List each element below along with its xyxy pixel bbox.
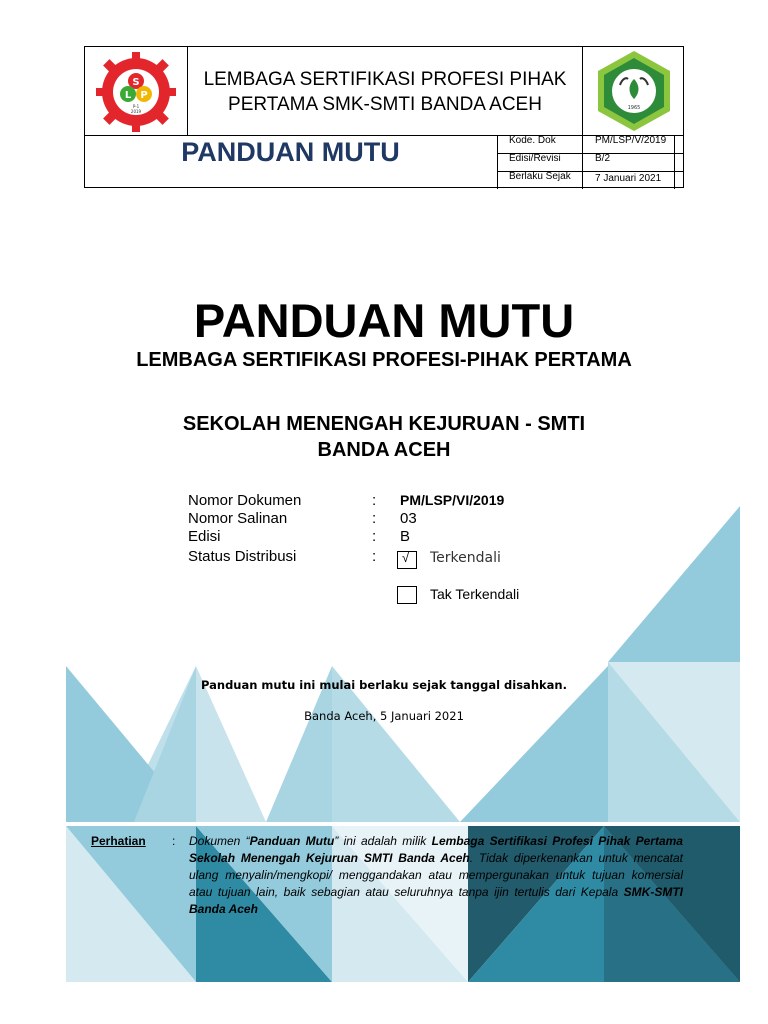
logo-letter-p: P (140, 90, 148, 101)
school-name-line-1: SEKOLAH MENENGAH KEJURUAN - SMTI (182, 413, 586, 435)
org-line-2: PERTAMA SMK-SMTI BANDA ACEH (228, 94, 542, 115)
notice-label: Perhatian (91, 834, 146, 848)
detail-label-nomor-dokumen: Nomor Dokumen (188, 492, 302, 509)
meta-value-edisi: B/2 (595, 153, 611, 164)
logo-letter-l: L (124, 90, 132, 101)
detail-label-edisi: Edisi (188, 528, 221, 545)
meta-label-berlaku: Berlaku Sejak (509, 171, 571, 182)
smti-logo (592, 49, 676, 133)
org-line-1: LEMBAGA SERTIFIKASI PROFESI PIHAK (203, 69, 567, 90)
place-date: Banda Aceh, 5 Januari 2021 (304, 709, 464, 723)
detail-label-nomor-salinan: Nomor Salinan (188, 510, 288, 527)
detail-colon: : (372, 510, 377, 527)
option-tak-terkendali: Tak Terkendali (430, 586, 520, 602)
notice-colon: : (172, 834, 176, 848)
header-table (84, 46, 684, 188)
detail-colon: : (372, 492, 377, 509)
notice-text: Dokumen “Panduan Mutu” ini adalah milik Lembaga Sertifikasi Profesi Pihak Pertama Sekolah Menengah Kejuruan SMTI Banda Aceh. Tidak diperkenankan untuk mencatat ulang menyalin/mengkopi/ menggandakan atau mempergunakan untuk tujuan komersial atau tujuan lain, baik sebagian atau seluruhnya tanpa ijin tertulis dari Kepala SMK-SMTI Banda Aceh (189, 834, 683, 916)
lsp-logo (95, 51, 177, 133)
logo-year: 1965 (627, 105, 641, 111)
school-name-line-2: BANDA ACEH (317, 439, 451, 461)
main-title: PANDUAN MUTU (193, 294, 575, 347)
check-mark-icon: √ (402, 550, 410, 565)
meta-label-edisi: Edisi/Revisi (509, 153, 561, 164)
logo-letter-s: S (132, 77, 140, 88)
subtitle: LEMBAGA SERTIFIKASI PROFESI-PIHAK PERTAMA (136, 349, 632, 371)
organization-name (187, 67, 583, 117)
meta-label-kode: Kode. Dok (509, 135, 556, 146)
checkbox-tak-terkendali[interactable] (397, 586, 417, 604)
validity-statement: Panduan mutu ini mulai berlaku sejak tanggal disahkan. (201, 678, 567, 692)
option-terkendali: Terkendali (430, 550, 501, 566)
detail-colon: : (372, 548, 377, 565)
svg-text:2019: 2019 (130, 109, 142, 114)
detail-label-status-distribusi: Status Distribusi (188, 548, 297, 565)
meta-value-kode: PM/LSP/V/2019 (595, 135, 667, 146)
meta-value-berlaku: 7 Januari 2021 (595, 173, 662, 184)
detail-value-nomor-dokumen: PM/LSP/VI/2019 (400, 492, 505, 508)
detail-value-nomor-salinan: 03 (400, 510, 417, 527)
detail-value-edisi: B (400, 528, 411, 545)
checkbox-terkendali[interactable] (397, 551, 417, 569)
header-document-title: PANDUAN MUTU (181, 137, 400, 167)
detail-colon: : (372, 528, 377, 545)
svg-text:P-1: P-1 (132, 104, 140, 109)
